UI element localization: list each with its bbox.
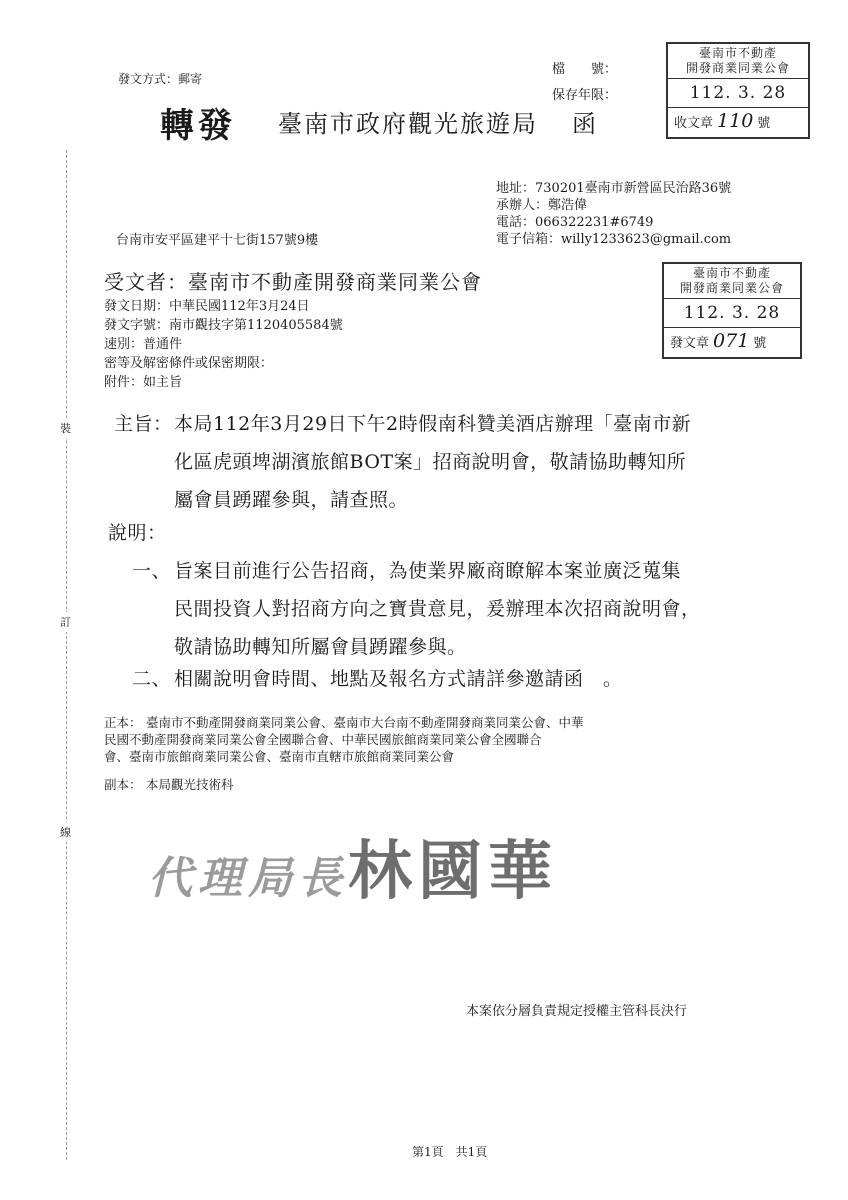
retention-label: 保存年限： — [552, 88, 618, 103]
original-recipients: 臺南市不動產開發商業同業公會、臺南市大台南不動產開發商業同業公會、中華 民國不動產開發商業同業公會全國聯合會、中華民國旅館商業同業公會全國聯合 會、臺南市旅館商業同業公會、臺南市直轄市旅館商業同業公會 — [104, 715, 584, 764]
reference-number: 發文字號：南市觀技字第1120405584號 — [104, 318, 343, 333]
copy-recipients-label: 副本： — [104, 777, 142, 792]
sent-stamp-org: 臺南市不動產 開發商業同業公會 — [664, 264, 800, 299]
binding-line — [66, 150, 67, 1160]
copy-recipients: 本局觀光技術科 — [146, 777, 234, 792]
page-number: 第1頁 共1頁 — [412, 1145, 488, 1159]
received-stamp-number: 收文章 110 號 — [674, 110, 771, 132]
agency-title: 臺南市政府觀光旅遊局 — [278, 110, 538, 138]
recipient: 受文者：臺南市不動產開發商業同業公會 — [104, 270, 482, 294]
doc-type: 函 — [572, 110, 596, 138]
subject-label: 主旨： — [114, 413, 173, 435]
sent-stamp-number: 發文章 071 號 — [670, 330, 767, 352]
received-stamp-date: 112. 3. 28 — [668, 79, 808, 108]
explanation-item-1: 旨案目前進行公告招商，為使業界廠商瞭解本案並廣泛蒐集 民間投資人對招商方向之寶貴意見，爰辦理本次招商說明會， 敬請協助轉知所屬會員踴躍參與。 — [174, 560, 701, 658]
signature-prefix: 代理局長 — [148, 853, 348, 904]
sent-stamp-date: 112. 3. 28 — [664, 299, 800, 328]
recipient-address: 台南市安平區建平十七街157號9樓 — [116, 233, 319, 248]
explanation-item-1-number: 一、 — [132, 560, 172, 582]
signature-name: 林國華 — [348, 834, 558, 909]
binding-char-2: 訂 — [60, 612, 71, 632]
explanation-item-2-number: 二、 — [132, 668, 172, 690]
contact-email: 電子信箱：willy1233623@gmail.com — [496, 232, 732, 247]
contact-handler: 承辦人：鄭浩偉 — [496, 198, 588, 213]
security-level: 密等及解密條件或保密期限： — [104, 356, 274, 371]
delegation-note: 本案依分層負責規定授權主管科長決行 — [466, 1004, 688, 1019]
binding-char-1: 裝 — [60, 418, 71, 438]
forward-mark: 轉發 — [160, 106, 236, 146]
received-stamp — [666, 42, 810, 139]
director-signature-stamp — [148, 820, 558, 912]
sent-stamp — [662, 262, 802, 359]
explanation-item-2: 相關說明會時間、地點及報名方式請詳參邀請函 。 — [174, 668, 623, 690]
original-recipients-label: 正本： — [104, 715, 142, 730]
contact-address: 地址：730201臺南市新營區民治路36號 — [496, 181, 732, 196]
explanation-label: 說明： — [108, 522, 167, 544]
binding-char-3: 線 — [60, 822, 71, 842]
contact-block — [496, 180, 731, 248]
received-stamp-org: 臺南市不動產 開發商業同業公會 — [668, 44, 808, 79]
document-meta — [104, 297, 343, 392]
issue-date: 發文日期：中華民國112年3月24日 — [104, 299, 310, 314]
file-number-label: 檔 號： — [552, 62, 618, 77]
speed: 速別：普通件 — [104, 337, 183, 352]
send-method: 發文方式：郵寄 — [118, 72, 203, 86]
subject-text: 本局112年3月29日下午2時假南科贊美酒店辦理「臺南市新 化區虎頭埤湖濱旅館BOT案」招商說明會，敬請協助轉知所 屬會員踴躍參與，請查照。 — [174, 413, 692, 511]
contact-phone: 電話：066322231#6749 — [496, 215, 654, 230]
attachment: 附件：如主旨 — [104, 375, 183, 390]
